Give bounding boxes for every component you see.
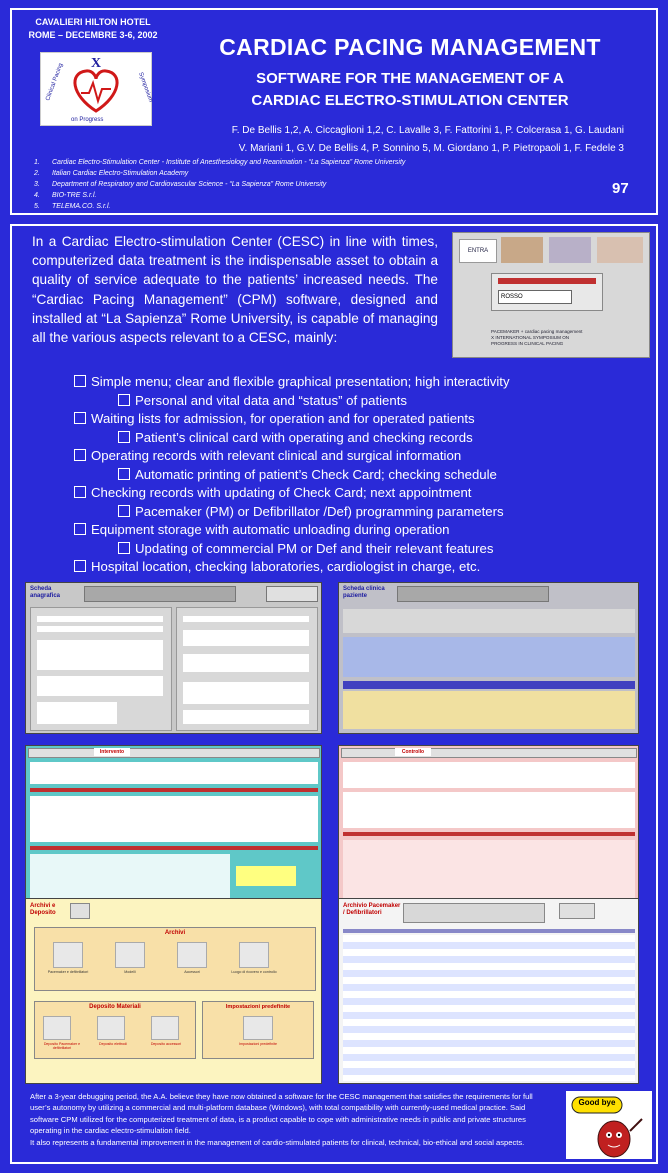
- svg-text:X: X: [90, 56, 102, 71]
- affiliation-text: TELEMA.CO. S.r.l.: [52, 203, 111, 210]
- checkbox-icon: [74, 523, 86, 535]
- screen-toolbar-button[interactable]: [266, 586, 318, 602]
- home-button[interactable]: [70, 903, 90, 919]
- screen-title: Archivi e Deposito: [30, 903, 56, 916]
- login-box-title-bar: [498, 278, 596, 284]
- login-password-input[interactable]: ROSSO: [498, 290, 572, 304]
- feature-text: Operating records with relevant clinical and surgical information: [91, 448, 462, 463]
- checkbox-icon: [74, 560, 86, 572]
- subtitle-line-1: SOFTWARE FOR THE MANAGEMENT OF A: [256, 70, 564, 87]
- feature-text: Checking records with updating of Check Card; next appointment: [91, 485, 472, 500]
- archive-pacemaker-button[interactable]: [53, 942, 83, 968]
- login-image-3: [597, 237, 643, 263]
- checking-header: [343, 762, 635, 788]
- form-panel-left: [30, 607, 172, 731]
- feature-item: [74, 558, 604, 577]
- checkbox-icon: [118, 468, 130, 480]
- screenshot-pacemaker-archive: [338, 898, 639, 1084]
- affiliation-number: 1.: [34, 159, 40, 166]
- feature-text: Patient’s clinical card with operating and checking records: [135, 429, 473, 445]
- deposit-accessories-button[interactable]: [151, 1016, 179, 1040]
- patient-rows: [343, 637, 635, 677]
- screen-toolbar: [403, 903, 545, 923]
- screen-title: Intervento: [94, 748, 130, 756]
- feature-text: Automatic printing of patient’s Check Card; checking schedule: [135, 466, 497, 482]
- feature-subitem: [74, 466, 604, 485]
- feature-subitem: [74, 392, 604, 411]
- login-box: [491, 273, 603, 311]
- affiliation-text: Cardiac Electro-Stimulation Center - Institute of Anesthesiology and Reanimation - “La Sapienza” Rome University: [52, 159, 406, 166]
- archive-item-label: Pacemaker e defibrillatori: [47, 970, 89, 974]
- authors-line-1: F. De Bellis 1,2, A. Ciccaglioni 1,2, C. Lavalle 3, F. Fattorini 1, P. Colcerasa 1, G. Laudani: [231, 125, 624, 136]
- affiliation-text: BIO-TRE S.r.l.: [52, 192, 97, 199]
- feature-item: [74, 521, 604, 540]
- archive-accessories-button[interactable]: [177, 942, 207, 968]
- feature-text: Simple menu; clear and flexible graphical presentation; high interactivity: [91, 374, 510, 389]
- checkbox-icon: [118, 431, 130, 443]
- archive-item-label: Luogo di ricovero e controllo: [231, 970, 277, 974]
- screen-title: Archivio Pacemaker / Defibrillatori: [343, 903, 401, 916]
- login-image-2: [549, 237, 591, 263]
- deposit-leads-button[interactable]: [97, 1016, 125, 1040]
- affiliation-text: Italian Cardiac Electro-Stimulation Academy: [52, 170, 189, 177]
- login-header-label: ENTRA: [459, 239, 497, 263]
- feature-subitem: [74, 429, 604, 448]
- screen-title: Controllo: [395, 748, 431, 756]
- login-screenshot: [452, 232, 650, 358]
- affiliation-list: [34, 157, 594, 212]
- affiliation-item: [34, 157, 594, 168]
- author-list: [178, 122, 624, 158]
- affiliation-number: 2.: [34, 170, 40, 177]
- archives-label: Archivi: [164, 930, 186, 936]
- screen-toolbar: [397, 586, 549, 602]
- feature-text: Waiting lists for admission, for operation and for operated patients: [91, 411, 475, 426]
- feature-item: [74, 484, 604, 503]
- checkbox-icon: [74, 412, 86, 424]
- feature-text: Personal and vital data and “status” of patients: [135, 392, 407, 408]
- feature-subitem: [74, 503, 604, 522]
- goodbye-text: Good bye: [578, 1098, 616, 1107]
- screen-title: Scheda clinica paziente: [343, 586, 385, 599]
- archive-models-button[interactable]: [115, 942, 145, 968]
- deposit-item-label: Deposito Pacemaker e defibrillatori: [43, 1042, 81, 1050]
- intro-paragraph: In a Cardiac Electro-stimulation Center (CESC) in line with times, computerized data treatment is the indispensable asset to obtain a quality of service adequate to the patients’ increased needs. The “Cardiac Pacing Management” (CPM) software, designed and installed at “La Sapienza” Rome University, is capable of managing all the various aspects relevant to a CESC, mainly:: [32, 234, 438, 346]
- conclusion-text: [30, 1091, 550, 1148]
- feature-text: Updating of commercial PM or Def and their relevant features: [135, 540, 494, 556]
- login-caption-line-1: PACEMAKER + cardiac pacing management: [491, 329, 583, 334]
- checking-notes: [343, 792, 635, 828]
- screenshot-archives: [25, 898, 322, 1084]
- conclusion-paragraph-2: It also represents a fundamental improvement in the management of cardio-stimulated patients for clinical, technical, bio-ethical and social aspects.: [30, 1137, 525, 1147]
- affiliation-number: 5.: [34, 203, 40, 210]
- poster-title: CARDIAC PACING MANAGEMENT: [219, 34, 601, 60]
- symposium-logo-graphic: [41, 53, 154, 125]
- login-caption: [491, 329, 641, 347]
- archives-section: [34, 927, 316, 991]
- operation-header: [30, 762, 318, 784]
- settings-label: Impostazioni predefinite: [225, 1004, 291, 1010]
- feature-subitem: [74, 540, 604, 559]
- screenshot-operation-record: [25, 745, 322, 905]
- svg-text:Symposium: Symposium: [137, 71, 154, 104]
- affiliation-text: Department of Respiratory and Cardiovascular Science - “La Sapienza” Rome University: [52, 181, 327, 188]
- screenshot-checking-record: [338, 745, 639, 905]
- screen-toolbar-button[interactable]: [559, 903, 595, 919]
- login-caption-line-3: PROGRESS IN CLINICAL PACING: [491, 341, 564, 346]
- poster-number: 97: [612, 180, 629, 197]
- checkbox-icon: [118, 505, 130, 517]
- feature-list: [74, 373, 604, 577]
- feature-text: Hospital location, checking laboratories, cardiologist in charge, etc.: [91, 559, 481, 574]
- checkbox-icon: [74, 449, 86, 461]
- checking-rows: [343, 691, 635, 729]
- checkbox-icon: [118, 394, 130, 406]
- affiliation-number: 3.: [34, 181, 40, 188]
- affiliation-item: [34, 190, 594, 201]
- affiliation-item: [34, 179, 594, 190]
- symposium-logo: [40, 52, 152, 126]
- feature-item: [74, 447, 604, 466]
- checkbox-icon: [118, 542, 130, 554]
- affiliation-item: [34, 168, 594, 179]
- feature-item: [74, 410, 604, 429]
- form-panel-right: [176, 607, 318, 731]
- svg-text:Clinical Pacing: Clinical Pacing: [45, 62, 65, 102]
- screen-menu-bar: [28, 748, 320, 758]
- archive-location-button[interactable]: [239, 942, 269, 968]
- settings-item-label: Impostazioni predefinite: [239, 1042, 277, 1046]
- checkbox-icon: [74, 375, 86, 387]
- feature-text: Pacemaker (PM) or Defibrillator /Def) programming parameters: [135, 503, 504, 519]
- venue-date: ROME – DECEMBRE 3-6, 2002: [28, 30, 158, 40]
- settings-section: [202, 1001, 314, 1059]
- deposit-pacemaker-button[interactable]: [43, 1016, 71, 1040]
- goodbye-illustration: [566, 1091, 652, 1159]
- screen-title: Scheda anagrafica: [30, 586, 61, 599]
- operation-data: [30, 796, 318, 842]
- conclusion-paragraph-1: After a 3-year debugging period, the A.A. believe they have now obtained a software for the CESC management that satisfies the requirements for full user’s autonomy by utilizing a commercial and multi-platform database (Windows), with total compatibility with currently-used medical practice. Said software CPM utilized for the computerized treatment of data, is a product capable to cope with administrative needs in public and private structures operating in the cardiac electro-stimulation field.: [30, 1092, 533, 1136]
- archive-item-label: Modelli: [124, 970, 136, 974]
- affiliation-number: 4.: [34, 192, 40, 199]
- archive-item-label: Accessori: [184, 970, 200, 974]
- checkbox-icon: [74, 486, 86, 498]
- authors-line-2: V. Mariani 1, G.V. De Bellis 4, P. Sonnino 5, M. Giordano 1, P. Pietropaoli 1, F. Fedele 3: [238, 143, 624, 154]
- venue-info: [18, 16, 168, 42]
- login-image-1: [501, 237, 543, 263]
- screen-menu-bar: [341, 748, 637, 758]
- settings-button[interactable]: [243, 1016, 273, 1040]
- screen-toolbar: [84, 586, 236, 602]
- login-caption-line-2: X INTERNATIONAL SYMPOSIUM ON: [491, 335, 570, 340]
- deposit-label: Deposito Materiali: [89, 1004, 141, 1010]
- deposit-item-label: Deposito accessori: [150, 1042, 182, 1046]
- poster-subtitle: [180, 68, 640, 112]
- screenshot-clinical-card: [338, 582, 639, 734]
- affiliation-item: [34, 201, 594, 212]
- schedule-box: [236, 866, 296, 886]
- subtitle-line-2: CARDIAC ELECTRO-STIMULATION CENTER: [251, 92, 569, 109]
- pacing-parameters: [343, 840, 635, 902]
- feature-item: [74, 373, 604, 392]
- svg-text:on Progress: on Progress: [71, 117, 104, 123]
- deposit-item-label: Deposito elettrodi: [99, 1042, 127, 1046]
- hotel-name: CAVALIERI HILTON HOTEL: [35, 17, 151, 27]
- deposit-section: [34, 1001, 196, 1059]
- materials-table: [30, 854, 230, 902]
- pacemaker-table: [343, 935, 635, 1081]
- screenshot-registry-card: [25, 582, 322, 734]
- feature-text: Equipment storage with automatic unloading during operation: [91, 522, 450, 537]
